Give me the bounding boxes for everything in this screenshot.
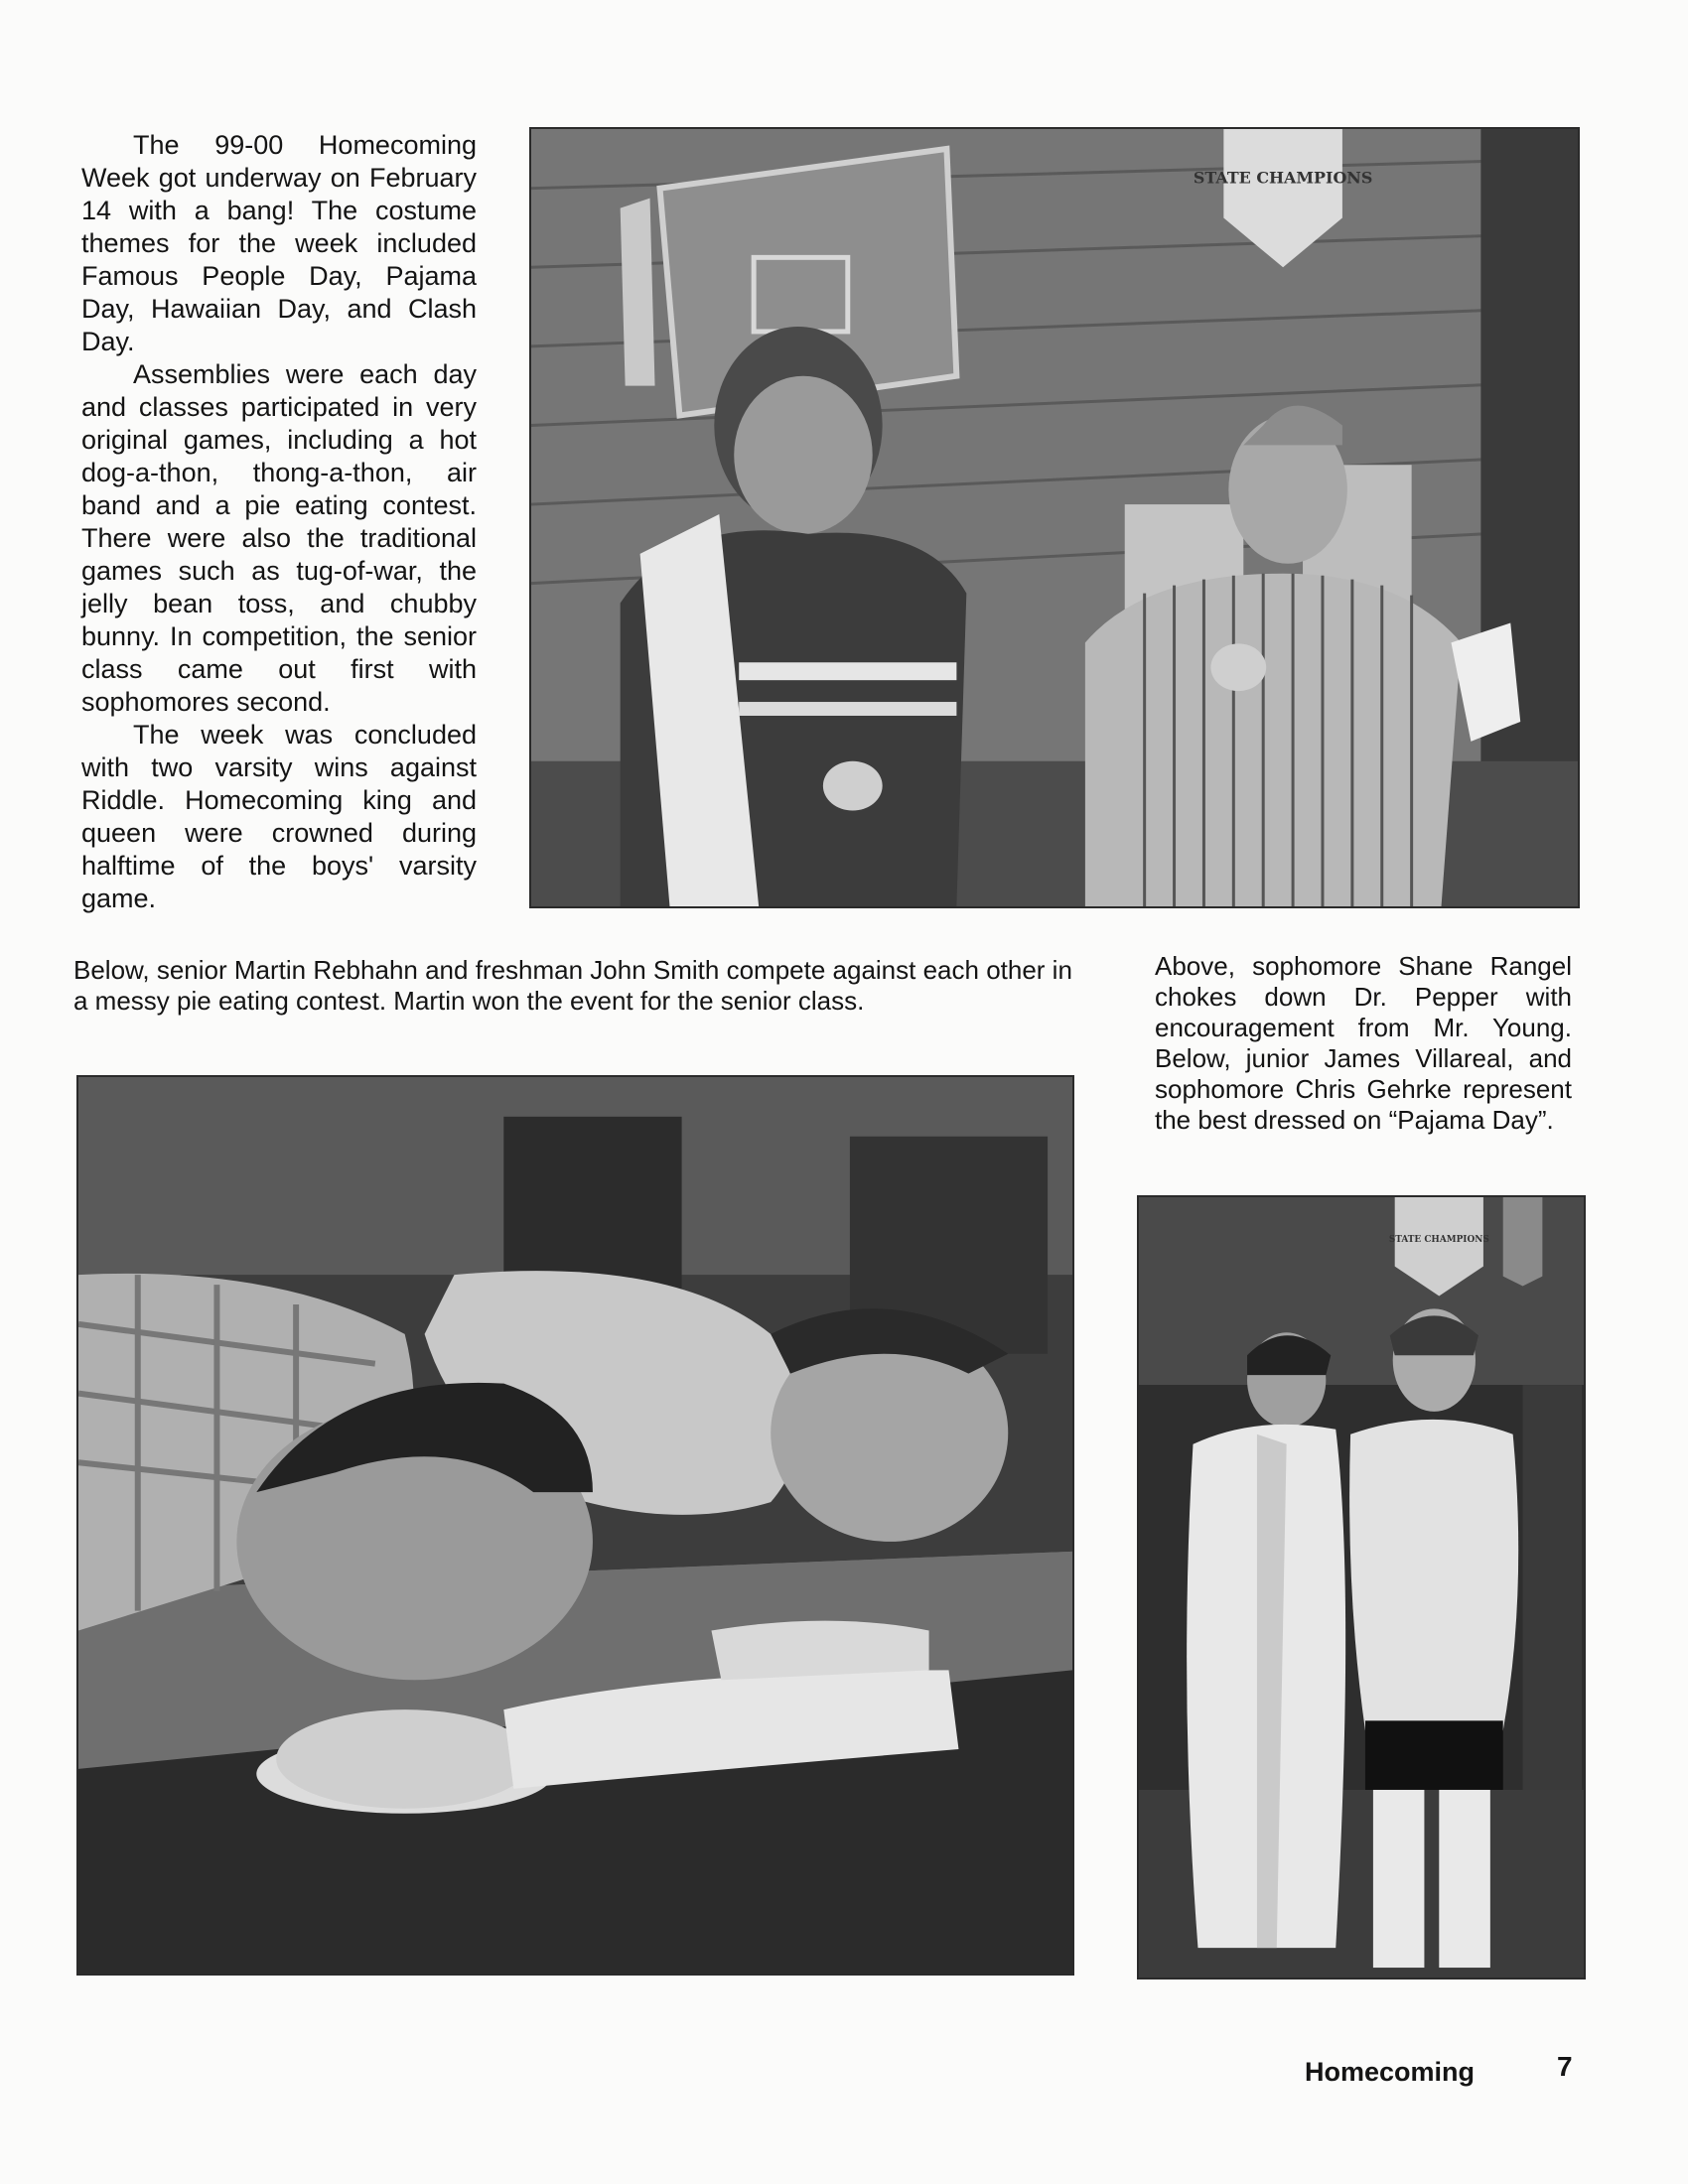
banner-text: STATE CHAMPIONS xyxy=(1388,1234,1489,1245)
photo-dr-pepper-contest xyxy=(529,127,1580,908)
article-paragraph: The week was concluded with two varsity wins against Riddle. Homecoming king and queen were crowned during halftime of the boys' varsity game. xyxy=(81,720,477,913)
banner-text: STATE CHAMPIONS xyxy=(1193,168,1373,188)
article-body xyxy=(81,129,477,915)
article-paragraph: Assemblies were each day and classes participated in very original games, including a hot dog-a-thon, thong-a-thon, air band and a pie eating contest. There were also the traditional games such as tug-of-war, the jelly bean toss, and chubby bunny. In competition, the senior class came out first with sophomores second. xyxy=(81,359,477,717)
article-paragraph: The 99-00 Homecoming Week got underway on February 14 with a bang! The costume themes for the week included Famous People Day, Pajama Day, Hawaiian Day, and Clash Day. xyxy=(81,130,477,356)
caption-right: Above, sophomore Shane Rangel chokes down Dr. Pepper with encouragement from Mr. Young. Below, junior James Villareal, and sophomore Chris Gehrke represent the best dressed on “Pajama Day”. xyxy=(1155,951,1572,1135)
page-number: 7 xyxy=(1557,2051,1573,2082)
caption-pie-contest: Below, senior Martin Rebhahn and freshman John Smith compete against each other in a messy pie eating contest. Martin won the event for the senior class. xyxy=(73,955,1072,1016)
photo-pajama-day xyxy=(1137,1195,1586,1979)
photo-pie-eating-contest xyxy=(76,1075,1074,1976)
section-label: Homecoming xyxy=(1305,2057,1476,2087)
